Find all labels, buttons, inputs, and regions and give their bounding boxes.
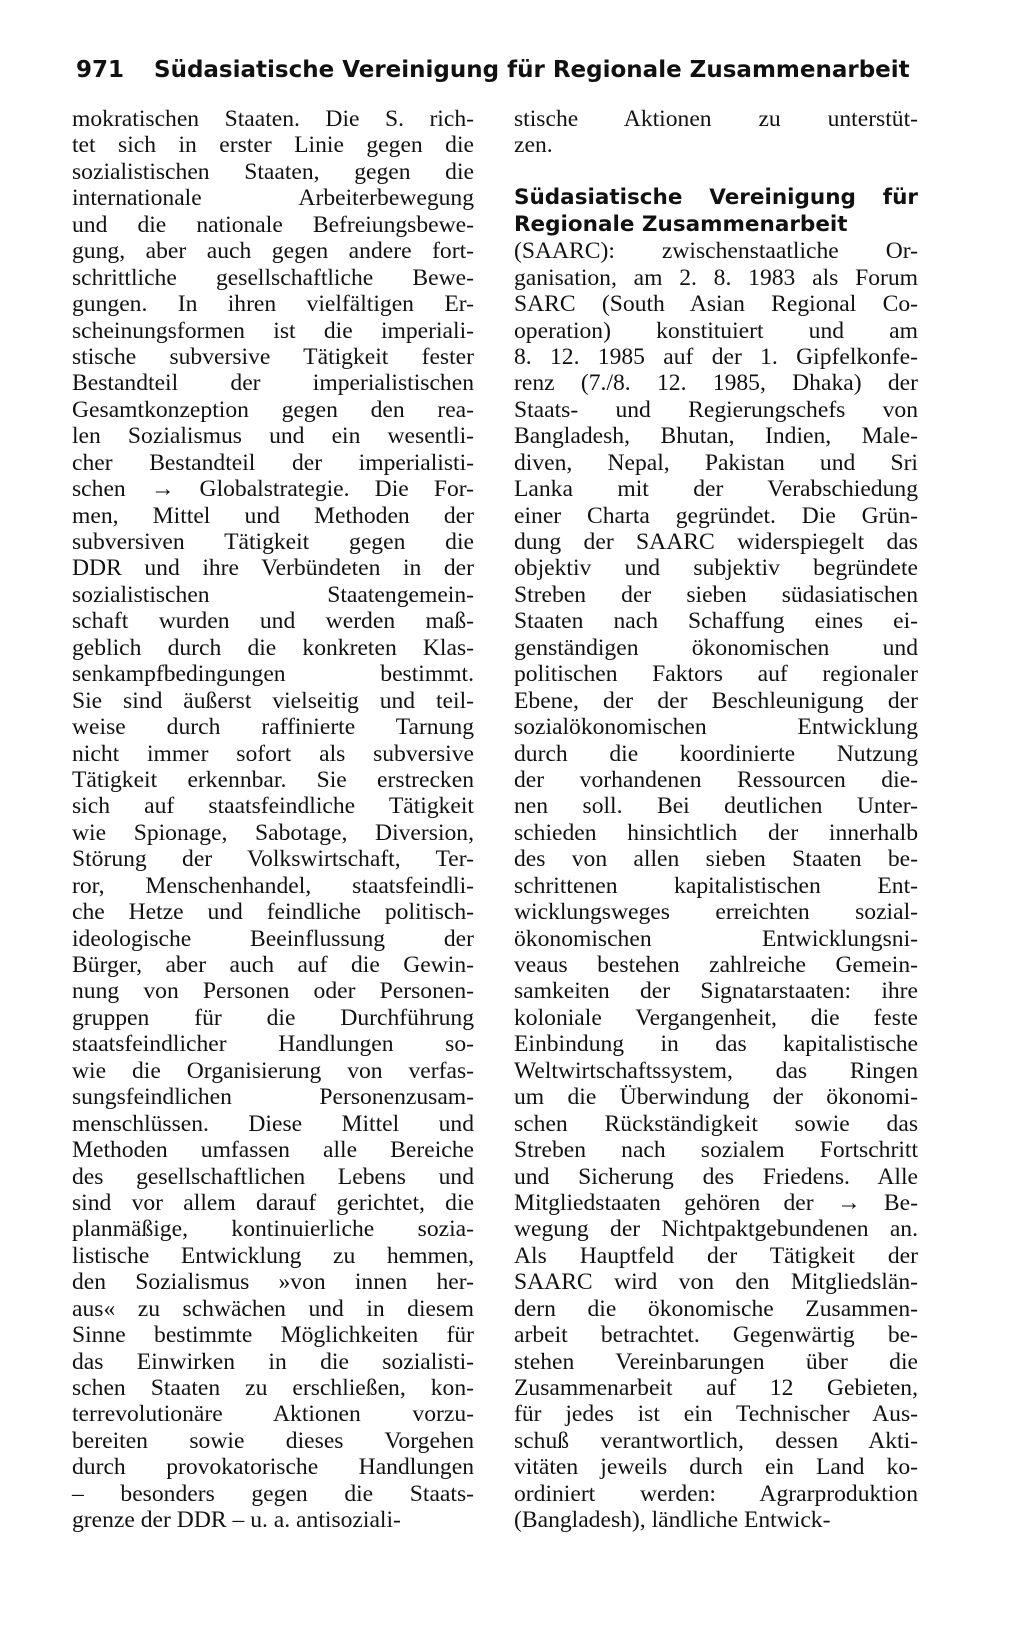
text-line: veaus bestehen zahlreiche Gemein- xyxy=(514,952,918,978)
text-line: des von allen sieben Staaten be- xyxy=(514,846,918,873)
text-line: um die Überwindung der ökonomi- xyxy=(514,1084,918,1111)
text-line: Streben nach sozialem Fortschritt xyxy=(514,1137,918,1164)
entry-heading xyxy=(514,185,918,238)
text-line: staatsfeindlicher Handlungen so- xyxy=(72,1031,474,1058)
text-line: geblich durch die konkreten Klas- xyxy=(72,634,474,661)
text-line: für jedes ist ein Technischer Aus- xyxy=(514,1401,918,1428)
text-line: terrevolutionäre Aktionen vorzu- xyxy=(72,1401,474,1428)
text-line: nicht immer sofort als subversive xyxy=(72,740,474,767)
text-line: sozialökonomischen Entwicklung xyxy=(514,714,918,741)
text-line: schrittliche gesellschaftliche Bewe- xyxy=(72,264,474,291)
page-number: 971 xyxy=(76,57,125,83)
text-line: samkeiten der Signatarstaaten: ihre xyxy=(514,978,918,1005)
text-line: Staats- und Regierungschefs von xyxy=(514,396,918,423)
text-line: sich auf staatsfeindliche Tätigkeit xyxy=(72,793,474,820)
text-line: Tätigkeit erkennbar. Sie erstrecken xyxy=(72,766,474,793)
text-line: che Hetze und feindliche politisch- xyxy=(72,899,474,926)
text-line: sungsfeindlichen Personenzusam- xyxy=(72,1084,474,1111)
text-line: Weltwirtschaftssystem, das Ringen xyxy=(514,1057,918,1084)
text-line: gruppen für die Durchführung xyxy=(72,1004,474,1031)
text-line: wegung der Nichtpaktgebundenen an. xyxy=(514,1216,918,1243)
text-line: Störung der Volkswirtschaft, Ter- xyxy=(72,846,474,873)
text-line: bereiten sowie dieses Vorgehen xyxy=(72,1427,474,1454)
text-line: Streben der sieben südasiatischen xyxy=(514,581,918,608)
text-line: Methoden umfassen alle Bereiche xyxy=(72,1137,474,1164)
text-line: DDR und ihre Verbündeten in der xyxy=(72,555,474,582)
text-line: dung der SAARC widerspiegelt das xyxy=(514,529,918,555)
text-line: SARC (South Asian Regional Co- xyxy=(514,291,918,318)
text-line: politischen Faktors auf regionaler xyxy=(514,661,918,688)
text-line: len Sozialismus und ein wesentli- xyxy=(72,423,474,450)
text-line: des gesellschaftlichen Lebens und xyxy=(72,1163,474,1190)
running-header xyxy=(76,52,926,88)
text-line: Staaten nach Schaffung eines ei- xyxy=(514,608,918,635)
text-line: Sie sind äußerst vielseitig und teil- xyxy=(72,687,474,714)
text-line: senkampfbedingungen bestimmt. xyxy=(72,661,474,688)
text-line: wie Spionage, Sabotage, Diversion, xyxy=(72,819,474,846)
text-line: den Sozialismus »von innen her- xyxy=(72,1269,474,1296)
text-line: nung von Personen oder Personen- xyxy=(72,978,474,1005)
text-line: Gesamtkonzeption gegen den rea- xyxy=(72,396,474,423)
paragraph-gap xyxy=(514,159,918,185)
text-line: (SAARC): zwischenstaatliche Or- xyxy=(514,238,918,265)
text-line: ökonomischen Entwicklungsni- xyxy=(514,925,918,952)
text-line: ideologische Beeinflussung der xyxy=(72,925,474,952)
text-line: subversiven Tätigkeit gegen die xyxy=(72,529,474,555)
text-line: Bangladesh, Bhutan, Indien, Male- xyxy=(514,423,918,450)
text-line: SAARC wird von den Mitgliedslän- xyxy=(514,1269,918,1296)
text-line: sozialistischen Staatengemein- xyxy=(72,581,474,608)
text-line: 8. 12. 1985 auf der 1. Gipfelkonfe- xyxy=(514,343,918,370)
text-line: weise durch raffinierte Tarnung xyxy=(72,714,474,741)
text-line: gungen. In ihren vielfältigen Er- xyxy=(72,291,474,318)
text-line: – besonders gegen die Staats- xyxy=(72,1480,474,1507)
text-line: arbeit betrachtet. Gegenwärtig be- xyxy=(514,1322,918,1349)
text-line: schaft wurden und werden maß- xyxy=(72,608,474,635)
text-line: Ebene, der der Beschleunigung der xyxy=(514,687,918,714)
text-line: schuß verantwortlich, dessen Akti- xyxy=(514,1427,918,1454)
text-line: planmäßige, kontinuierliche sozia- xyxy=(72,1216,474,1243)
text-line: vitäten jeweils durch ein Land ko- xyxy=(514,1454,918,1481)
text-line: grenze der DDR – u. a. antisoziali- xyxy=(72,1507,401,1534)
text-line: dern die ökonomische Zusammen- xyxy=(514,1295,918,1322)
text-line: Sinne bestimmte Möglichkeiten für xyxy=(72,1322,474,1349)
running-title: Südasiatische Vereinigung für Regionale Zusammenarbeit xyxy=(154,57,910,83)
text-line: Als Hauptfeld der Tätigkeit der xyxy=(514,1242,918,1269)
text-line: Bürger, aber auch auf die Gewin- xyxy=(72,952,474,978)
text-line: tet sich in erster Linie gegen die xyxy=(72,132,474,159)
text-line: sozialistischen Staaten, gegen die xyxy=(72,158,474,185)
text-line: gung, aber auch gegen andere fort- xyxy=(72,238,474,265)
right-column xyxy=(514,106,918,1534)
text-line: sind vor allem darauf gerichtet, die xyxy=(72,1189,474,1216)
entry-heading-line: Südasiatische Vereinigung für xyxy=(514,185,918,211)
text-line: Lanka mit der Verabschiedung xyxy=(514,476,918,503)
text-line: zen. xyxy=(514,132,553,159)
text-line: durch die koordinierte Nutzung xyxy=(514,740,918,767)
text-line: das Einwirken in die sozialisti- xyxy=(72,1348,474,1375)
text-line: Mitgliedstaaten gehören der → Be- xyxy=(514,1189,918,1216)
text-line: und die nationale Befreiungsbewe- xyxy=(72,211,474,238)
text-line: Einbindung in das kapitalistische xyxy=(514,1031,918,1058)
text-line: schen Staaten zu erschließen, kon- xyxy=(72,1375,474,1401)
text-line: scheinungsformen ist die imperiali- xyxy=(72,317,474,344)
text-line: mokratischen Staaten. Die S. rich- xyxy=(72,106,474,132)
text-line: stische subversive Tätigkeit fester xyxy=(72,343,474,370)
left-column xyxy=(72,106,474,1534)
text-line: durch provokatorische Handlungen xyxy=(72,1454,474,1481)
text-line: genständigen ökonomischen und xyxy=(514,634,918,661)
text-line: einer Charta gegründet. Die Grün- xyxy=(514,502,918,529)
text-line: und Sicherung des Friedens. Alle xyxy=(514,1163,918,1190)
text-line: ror, Menschenhandel, staatsfeindli- xyxy=(72,872,474,899)
text-line: Zusammenarbeit auf 12 Gebieten, xyxy=(514,1375,918,1401)
text-line: wie die Organisierung von verfas- xyxy=(72,1057,474,1084)
text-line: schen → Globalstrategie. Die For- xyxy=(72,476,474,503)
text-line: cher Bestandteil der imperialisti- xyxy=(72,449,474,476)
text-line: koloniale Vergangenheit, die feste xyxy=(514,1004,918,1031)
text-line: menschlüssen. Diese Mittel und xyxy=(72,1110,474,1137)
text-line: wicklungsweges erreichten sozial- xyxy=(514,899,918,926)
text-line: diven, Nepal, Pakistan und Sri xyxy=(514,449,918,476)
text-line: stische Aktionen zu unterstüt- xyxy=(514,106,918,132)
text-line: schen Rückständigkeit sowie das xyxy=(514,1110,918,1137)
text-line: operation) konstituiert und am xyxy=(514,317,918,344)
text-line: (Bangladesh), ländliche Entwick- xyxy=(514,1507,831,1534)
text-line: der vorhandenen Ressourcen die- xyxy=(514,766,918,793)
text-line: schieden hinsichtlich der innerhalb xyxy=(514,819,918,846)
text-line: nen soll. Bei deutlichen Unter- xyxy=(514,793,918,820)
entry-heading-line: Regionale Zusammenarbeit xyxy=(514,211,848,237)
text-line: men, Mittel und Methoden der xyxy=(72,502,474,529)
text-line: renz (7./8. 12. 1985, Dhaka) der xyxy=(514,370,918,397)
text-line: schrittenen kapitalistischen Ent- xyxy=(514,872,918,899)
text-line: listische Entwicklung zu hemmen, xyxy=(72,1242,474,1269)
text-line: aus« zu schwächen und in diesem xyxy=(72,1295,474,1322)
text-line: ganisation, am 2. 8. 1983 als Forum xyxy=(514,264,918,291)
text-line: objektiv und subjektiv begründete xyxy=(514,555,918,582)
text-line: stehen Vereinbarungen über die xyxy=(514,1348,918,1375)
text-line: Bestandteil der imperialistischen xyxy=(72,370,474,397)
text-line: ordiniert werden: Agrarproduktion xyxy=(514,1480,918,1507)
text-line: internationale Arbeiterbewegung xyxy=(72,185,474,212)
